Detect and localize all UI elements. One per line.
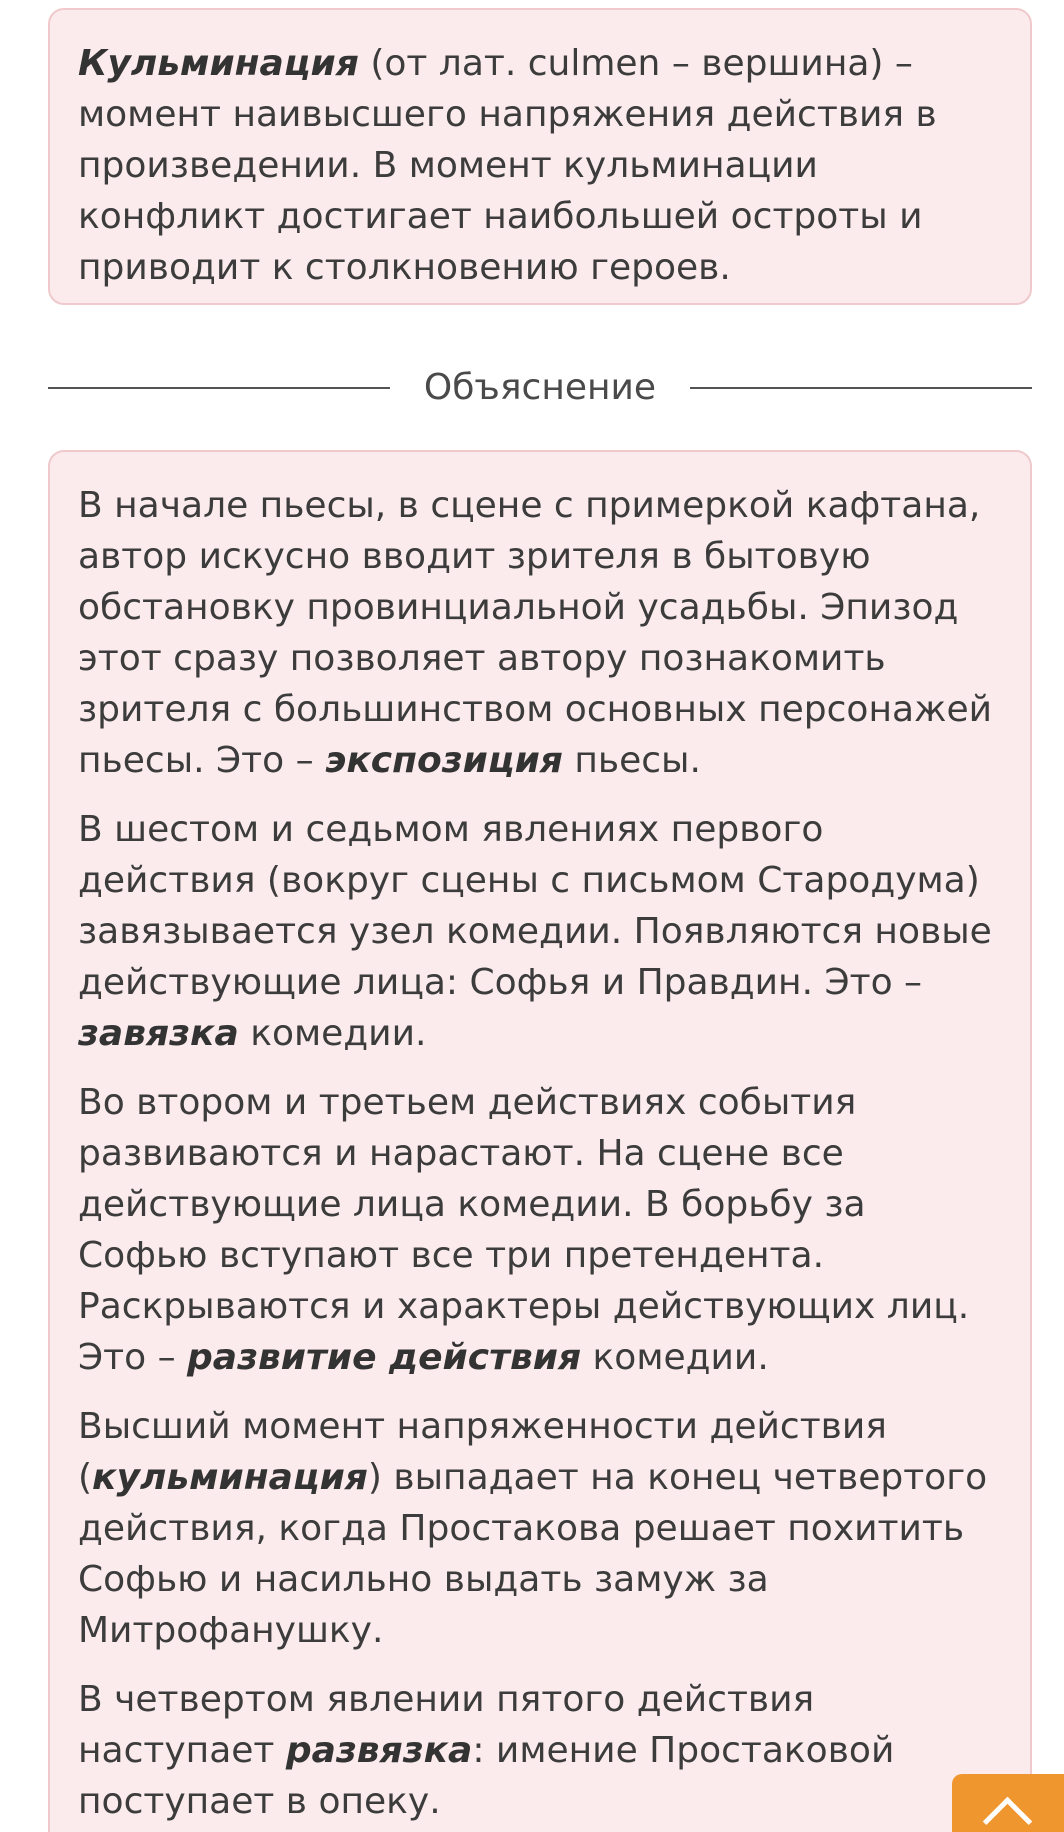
paragraph-text: комедии.: [581, 1337, 769, 1378]
paragraph-text: ) выпадает на конец четвертого действия, когда Простакова решает похитить Софью и насильно выдать замуж за Митрофанушку.: [78, 1457, 988, 1651]
definition-body: (от лат. culmen – вершина) – момент наивысшего напряжения действия в произведении. В момент кульминации конфликт достигает наибольшей остроты и приводит к столкновению героев.: [78, 43, 937, 288]
explanation-card: [48, 450, 1032, 1832]
term-exposition: экспозиция: [325, 740, 563, 781]
explanation-paragraph-exposition: [78, 480, 1002, 786]
paragraph-text: : имение Простаковой поступает в опеку.: [78, 1730, 895, 1822]
divider-label: Объяснение: [423, 367, 657, 408]
explanation-paragraph-development: [78, 1077, 1002, 1383]
paragraph-text: пьесы.: [562, 740, 701, 781]
definition-term: Кульминация: [78, 43, 359, 84]
term-development: развитие действия: [187, 1337, 582, 1378]
term-climax: кульминация: [92, 1457, 368, 1498]
term-resolution: развязка: [285, 1730, 473, 1771]
definition-text: [78, 38, 1002, 293]
chevron-up-icon: [983, 1797, 1032, 1832]
term-setup: завязка: [78, 1013, 239, 1054]
explanation-paragraph-climax: [78, 1401, 1002, 1656]
definition-card: [48, 8, 1032, 305]
paragraph-text: Высший момент напряженности действия (: [78, 1406, 887, 1498]
paragraph-text: комедии.: [238, 1013, 427, 1054]
paragraph-text: В начале пьесы, в сцене с примеркой кафтана, автор искусно вводит зрителя в бытовую обстановку провинциальной усадьбы. Эпизод этот сразу позволяет автору познакомить зрителя с большинством основных персонажей пьесы. Это –: [78, 485, 993, 781]
divider-line-left: [48, 387, 390, 389]
divider-line-right: [690, 387, 1032, 389]
paragraph-text: В четвертом явлении пятого действия наступает: [78, 1679, 815, 1771]
scroll-to-top-button[interactable]: [952, 1774, 1064, 1832]
explanation-paragraph-setup: [78, 804, 1002, 1059]
paragraph-text: В шестом и седьмом явлениях первого действия (вокруг сцены с письмом Стародума) завязывается узел комедии. Появляются новые действующие лица: Софья и Правдин. Это –: [78, 809, 992, 1003]
paragraph-text: Во втором и третьем действиях события развиваются и нарастают. На сцене все действующие лица комедии. В борьбу за Софью вступают все три претендента. Раскрываются и характеры действующих лиц. Это –: [78, 1082, 970, 1378]
explanation-paragraph-resolution: [78, 1674, 1002, 1827]
